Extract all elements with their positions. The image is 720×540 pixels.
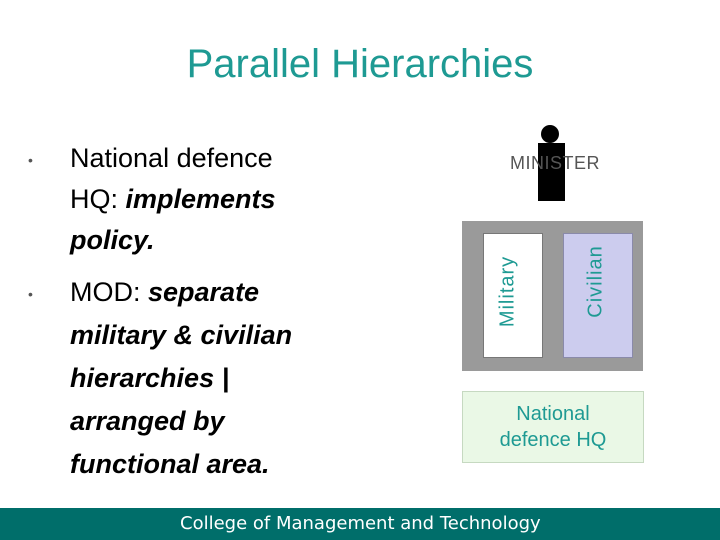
bullet-emphasis: implements [125, 184, 276, 214]
bullet-emphasis: functional area. [70, 449, 270, 479]
bullet-item-mod [28, 271, 358, 486]
bullet-text: MOD: [70, 277, 148, 307]
footer-text: College of Management and Technology [180, 513, 541, 534]
bullet-item-national-defence [28, 138, 358, 261]
bullet-line [70, 271, 358, 314]
bullet-marker: • [28, 286, 33, 302]
bullet-line [70, 179, 358, 220]
bullet-line: National defence [70, 143, 273, 173]
slide-title: Parallel Hierarchies [186, 42, 534, 86]
bullet-emphasis: separate [148, 277, 260, 307]
bullet-list [28, 138, 358, 486]
hq-label: National defence HQ [499, 403, 607, 451]
bullet-emphasis: military & civilian [70, 320, 293, 350]
bullet-marker: • [28, 152, 33, 168]
bullet-emphasis: arranged by [70, 406, 225, 436]
minister-figure-head [541, 125, 559, 143]
military-label: Military [496, 255, 519, 328]
bullet-emphasis: policy. [70, 225, 155, 255]
national-defence-hq-box [462, 391, 644, 463]
civilian-label: Civilian [584, 245, 607, 318]
footer-bar [0, 508, 720, 540]
bullet-emphasis: hierarchies | [70, 363, 230, 393]
bullet-text: HQ: [70, 184, 126, 214]
minister-label: MINISTER [510, 153, 601, 173]
